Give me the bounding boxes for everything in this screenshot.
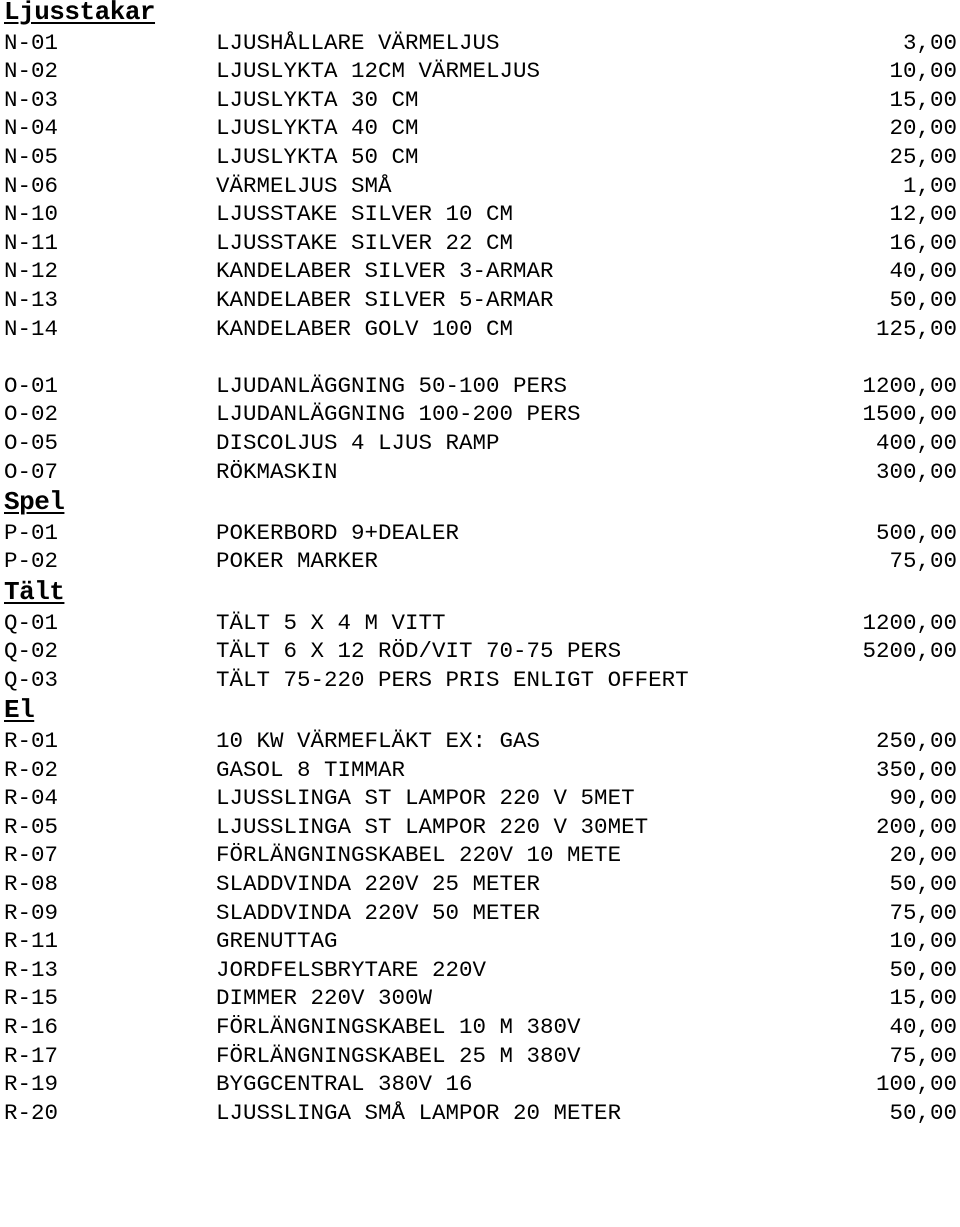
item-description: LJUSSLINGA SMÅ LAMPOR 20 METER bbox=[216, 1099, 622, 1126]
item-code: N-11 bbox=[4, 229, 59, 256]
item-description: GRENUTTAG bbox=[216, 928, 338, 955]
section-heading: El bbox=[4, 695, 35, 726]
item-description: VÄRMELJUS SMÅ bbox=[216, 172, 392, 199]
item-code: O-02 bbox=[4, 401, 59, 428]
item-price: 75,00 bbox=[889, 548, 957, 575]
item-price: 15,00 bbox=[889, 86, 957, 113]
item-description: KANDELABER SILVER 5-ARMAR bbox=[216, 287, 554, 313]
item-code: N-06 bbox=[4, 172, 59, 199]
item-code: R-04 bbox=[4, 785, 59, 812]
price-row bbox=[0, 257, 960, 285]
item-code: N-12 bbox=[4, 258, 59, 285]
price-row bbox=[0, 458, 960, 486]
section-heading: Tält bbox=[4, 577, 65, 607]
item-description: FÖRLÄNGNINGSKABEL 10 M 380V bbox=[216, 1014, 581, 1040]
item-description: LJUSSTAKE SILVER 22 CM bbox=[216, 229, 514, 256]
item-price: 20,00 bbox=[889, 115, 957, 142]
item-description: POKER MARKER bbox=[216, 548, 379, 575]
item-description: LJUSSLINGA ST LAMPOR 220 V 30MET bbox=[216, 813, 649, 840]
item-price: 50,00 bbox=[889, 871, 957, 897]
item-price: 1200,00 bbox=[862, 609, 957, 636]
item-price: 50,00 bbox=[889, 1099, 957, 1126]
price-row bbox=[0, 229, 960, 257]
item-code: R-09 bbox=[4, 899, 59, 926]
item-price: 1,00 bbox=[902, 172, 957, 199]
price-row bbox=[0, 372, 960, 400]
item-description: LJUSLYKTA 50 CM bbox=[216, 144, 419, 170]
item-code: P-02 bbox=[4, 548, 59, 575]
price-row bbox=[0, 756, 960, 784]
price-row bbox=[0, 813, 960, 841]
item-code: R-13 bbox=[4, 956, 59, 983]
item-description: LJUSHÅLLARE VÄRMELJUS bbox=[216, 29, 500, 56]
price-row bbox=[0, 57, 960, 85]
item-description: LJUDANLÄGGNING 50-100 PERS bbox=[216, 372, 568, 399]
price-row bbox=[0, 400, 960, 428]
item-description: LJUSLYKTA 30 CM bbox=[216, 86, 419, 113]
item-price: 400,00 bbox=[875, 430, 957, 456]
item-price: 200,00 bbox=[875, 813, 957, 840]
item-code: R-05 bbox=[4, 813, 59, 840]
item-price: 350,00 bbox=[875, 756, 957, 783]
price-row bbox=[0, 519, 960, 547]
item-price: 50,00 bbox=[889, 956, 957, 983]
item-price: 1200,00 bbox=[862, 372, 957, 399]
item-price: 12,00 bbox=[889, 201, 957, 228]
item-code: O-01 bbox=[4, 372, 59, 399]
item-price: 100,00 bbox=[875, 1071, 957, 1098]
item-description: LJUSLYKTA 12CM VÄRMELJUS bbox=[216, 58, 541, 85]
item-price: 300,00 bbox=[875, 458, 957, 485]
item-code: R-16 bbox=[4, 1014, 59, 1040]
price-row bbox=[0, 547, 960, 575]
item-code: R-20 bbox=[4, 1099, 59, 1126]
item-code: O-05 bbox=[4, 430, 59, 456]
item-description: POKERBORD 9+DEALER bbox=[216, 519, 460, 546]
item-code: N-10 bbox=[4, 201, 59, 228]
item-code: N-13 bbox=[4, 287, 59, 313]
price-row bbox=[0, 1070, 960, 1098]
price-row bbox=[0, 114, 960, 142]
item-description: DIMMER 220V 300W bbox=[216, 985, 433, 1012]
section-heading: Spel bbox=[4, 487, 65, 518]
item-price: 1500,00 bbox=[862, 401, 957, 428]
item-code: N-02 bbox=[4, 58, 59, 85]
price-row bbox=[0, 784, 960, 812]
item-code: N-04 bbox=[4, 115, 59, 142]
item-description: TÄLT 5 X 4 M VITT bbox=[216, 609, 446, 636]
item-price: 90,00 bbox=[889, 785, 957, 812]
price-row bbox=[0, 172, 960, 200]
item-price: 40,00 bbox=[889, 258, 957, 285]
item-price: 25,00 bbox=[889, 144, 957, 170]
item-code: R-02 bbox=[4, 756, 59, 783]
item-code: N-05 bbox=[4, 144, 59, 170]
item-code: N-03 bbox=[4, 86, 59, 113]
item-description: RÖKMASKIN bbox=[216, 458, 338, 485]
price-row bbox=[0, 143, 960, 171]
item-description: SLADDVINDA 220V 25 METER bbox=[216, 871, 541, 897]
price-row bbox=[0, 637, 960, 665]
price-row bbox=[0, 1013, 960, 1041]
item-code: N-14 bbox=[4, 315, 59, 342]
item-price: 16,00 bbox=[889, 229, 957, 256]
item-price: 50,00 bbox=[889, 287, 957, 313]
item-description: FÖRLÄNGNINGSKABEL 25 M 380V bbox=[216, 1042, 581, 1069]
item-code: R-19 bbox=[4, 1071, 59, 1098]
item-description: SLADDVINDA 220V 50 METER bbox=[216, 899, 541, 926]
item-code: R-11 bbox=[4, 928, 59, 955]
price-row bbox=[0, 1099, 960, 1127]
price-row bbox=[0, 927, 960, 955]
item-price: 75,00 bbox=[889, 899, 957, 926]
price-row bbox=[0, 286, 960, 314]
item-description: FÖRLÄNGNINGSKABEL 220V 10 METE bbox=[216, 842, 622, 869]
item-code: Q-01 bbox=[4, 609, 59, 636]
item-price: 5200,00 bbox=[862, 638, 957, 665]
item-description: LJUSSTAKE SILVER 10 CM bbox=[216, 201, 514, 228]
price-row bbox=[0, 841, 960, 869]
item-price: 10,00 bbox=[889, 928, 957, 955]
item-price: 250,00 bbox=[875, 728, 957, 754]
item-description: KANDELABER GOLV 100 CM bbox=[216, 315, 514, 342]
item-code: N-01 bbox=[4, 29, 59, 56]
item-code: R-01 bbox=[4, 728, 59, 754]
item-price: 125,00 bbox=[875, 315, 957, 342]
item-price: 10,00 bbox=[889, 58, 957, 85]
price-row bbox=[0, 315, 960, 343]
item-description: TÄLT 75-220 PERS PRIS ENLIGT OFFERT bbox=[216, 666, 689, 693]
item-description: TÄLT 6 X 12 RÖD/VIT 70-75 PERS bbox=[216, 638, 622, 665]
item-code: P-01 bbox=[4, 519, 59, 546]
item-description: DISCOLJUS 4 LJUS RAMP bbox=[216, 430, 500, 456]
price-row bbox=[0, 29, 960, 57]
item-description: 10 KW VÄRMEFLÄKT EX: GAS bbox=[216, 728, 541, 754]
item-code: R-15 bbox=[4, 985, 59, 1012]
item-price: 500,00 bbox=[875, 519, 957, 546]
item-price: 20,00 bbox=[889, 842, 957, 869]
item-code: O-07 bbox=[4, 458, 59, 485]
price-row bbox=[0, 899, 960, 927]
item-price: 75,00 bbox=[889, 1042, 957, 1069]
item-price: 40,00 bbox=[889, 1014, 957, 1040]
item-description: LJUSLYKTA 40 CM bbox=[216, 115, 419, 142]
item-description: KANDELABER SILVER 3-ARMAR bbox=[216, 258, 554, 285]
price-row bbox=[0, 870, 960, 898]
price-row bbox=[0, 609, 960, 637]
item-code: R-17 bbox=[4, 1042, 59, 1069]
price-row bbox=[0, 429, 960, 457]
price-row bbox=[0, 956, 960, 984]
item-description: BYGGCENTRAL 380V 16 bbox=[216, 1071, 473, 1098]
price-row bbox=[0, 984, 960, 1012]
item-price: 3,00 bbox=[902, 29, 957, 56]
price-row bbox=[0, 200, 960, 228]
item-code: R-08 bbox=[4, 871, 59, 897]
item-code: R-07 bbox=[4, 842, 59, 869]
price-row bbox=[0, 666, 960, 694]
item-description: LJUSSLINGA ST LAMPOR 220 V 5MET bbox=[216, 785, 635, 812]
price-row bbox=[0, 1042, 960, 1070]
item-description: JORDFELSBRYTARE 220V bbox=[216, 956, 487, 983]
price-row bbox=[0, 727, 960, 755]
item-description: LJUDANLÄGGNING 100-200 PERS bbox=[216, 401, 581, 428]
section-heading: Ljusstakar bbox=[4, 0, 156, 27]
item-code: Q-03 bbox=[4, 666, 59, 693]
item-description: GASOL 8 TIMMAR bbox=[216, 756, 406, 783]
price-row bbox=[0, 86, 960, 114]
item-code: Q-02 bbox=[4, 638, 59, 665]
item-price: 15,00 bbox=[889, 985, 957, 1012]
